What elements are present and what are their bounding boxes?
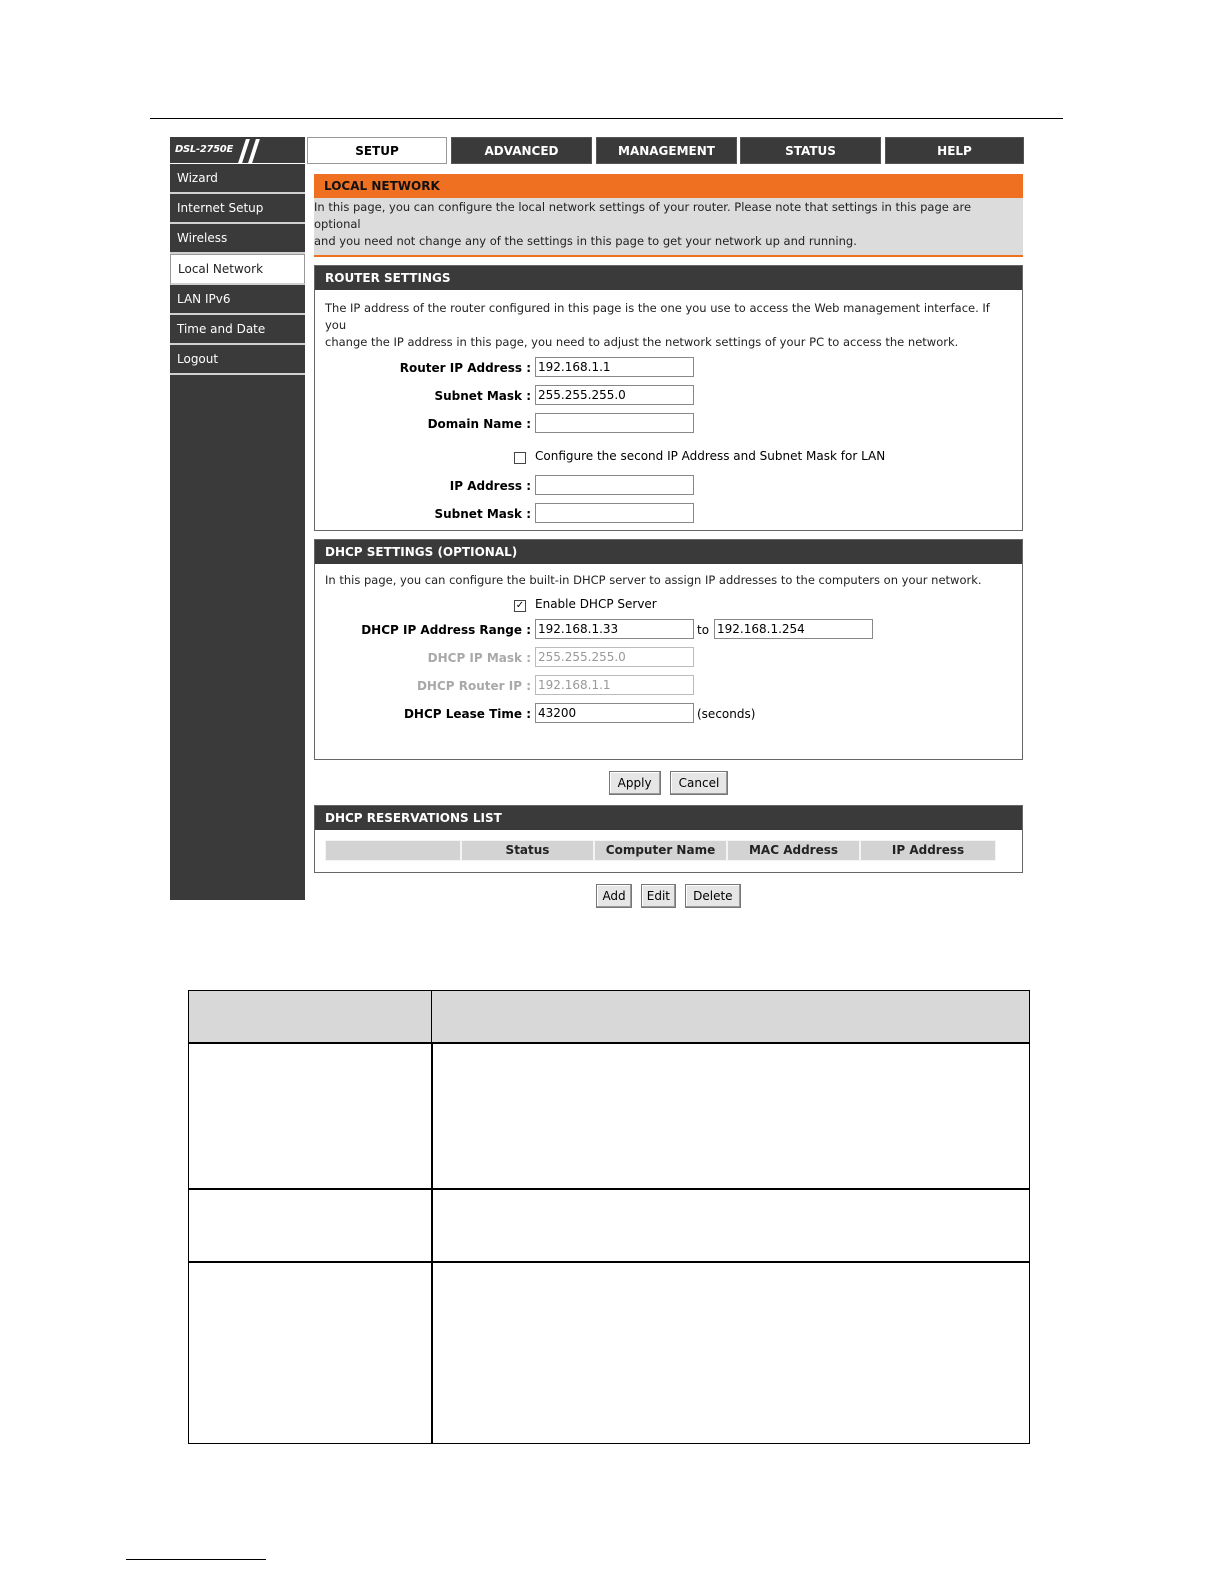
- dhcp-router-ip-label: DHCP Router IP :: [416, 679, 531, 693]
- router-ip-input[interactable]: 192.168.1.1: [535, 357, 694, 377]
- subnet-mask-label: Subnet Mask :: [434, 389, 531, 403]
- cancel-button[interactable]: Cancel: [670, 771, 729, 795]
- sidebar-item-lan-ipv6[interactable]: LAN IPv6: [170, 285, 305, 315]
- intro-line: In this page, you can configure the local network settings of your router. Please note that settings in this page are optional: [314, 200, 972, 231]
- description-line: The IP address of the router configured in this page is the one you use to access the Web management interface. If you: [325, 301, 990, 332]
- ip-address-input[interactable]: [535, 475, 694, 495]
- logo-slash-icon: [248, 139, 260, 163]
- domain-name-row: [315, 411, 1022, 439]
- table-cell: [188, 1261, 433, 1444]
- table-header-cell: [431, 990, 1030, 1044]
- column-header-computer-name: Computer Name: [594, 840, 727, 861]
- tab-status[interactable]: STATUS: [740, 137, 881, 164]
- table-header-cell: [188, 990, 433, 1044]
- dhcp-lease-label: DHCP Lease Time :: [403, 707, 531, 721]
- dhcp-lease-input[interactable]: 43200: [535, 703, 694, 723]
- column-header-ip-address: IP Address: [860, 840, 996, 861]
- subnet-mask-row: [315, 383, 1022, 411]
- dhcp-range-start-input[interactable]: 192.168.1.33: [535, 619, 694, 639]
- lease-unit-label: (seconds): [697, 707, 756, 721]
- tab-setup[interactable]: SETUP: [307, 137, 447, 164]
- table-header-blank: [325, 840, 461, 861]
- page-top-rule: [150, 118, 1063, 119]
- local-network-title: LOCAL NETWORK: [314, 174, 1023, 198]
- ip-address-label: IP Address :: [449, 479, 531, 493]
- subnet-mask2-input[interactable]: [535, 503, 694, 523]
- sidebar-item-logout[interactable]: Logout: [170, 345, 305, 375]
- dhcp-range-row: [315, 617, 1022, 645]
- domain-name-label: Domain Name :: [427, 417, 531, 431]
- sidebar-item-wireless[interactable]: Wireless: [170, 224, 305, 254]
- intro-line: and you need not change any of the settings in this page to get your network up and running.: [314, 234, 857, 248]
- dhcp-settings-title: DHCP SETTINGS (OPTIONAL): [315, 540, 1022, 564]
- local-network-intro: [314, 198, 1023, 257]
- second-ip-checkbox[interactable]: [514, 452, 526, 464]
- table-cell: [188, 1188, 433, 1263]
- delete-button[interactable]: Delete: [685, 884, 740, 908]
- add-button[interactable]: Add: [596, 884, 631, 908]
- tab-advanced[interactable]: ADVANCED: [451, 137, 592, 164]
- router-settings-section: [314, 265, 1023, 531]
- second-ip-checkbox-label: Configure the second IP Address and Subnet Mask for LAN: [535, 449, 886, 463]
- dhcp-reservations-section: [314, 805, 1023, 873]
- table-cell: [431, 1188, 1030, 1263]
- top-tabs: [307, 137, 1024, 163]
- range-to-label: to: [697, 623, 710, 637]
- sidebar-item-internet-setup[interactable]: Internet Setup: [170, 194, 305, 224]
- tab-management[interactable]: MANAGEMENT: [596, 137, 737, 164]
- second-ip-checkbox-row: [315, 445, 1022, 469]
- router-ui: [170, 137, 1024, 903]
- router-ip-row: [315, 355, 1022, 383]
- sidebar-item-local-network[interactable]: Local Network: [170, 254, 305, 285]
- dhcp-mask-row: [315, 645, 1022, 673]
- column-header-status: Status: [461, 840, 594, 861]
- sidebar: [170, 164, 305, 900]
- dhcp-settings-section: [314, 539, 1023, 760]
- table-cell: [188, 1042, 433, 1190]
- subnet-mask2-label: Subnet Mask :: [434, 507, 531, 521]
- subnet-mask-input[interactable]: 255.255.255.0: [535, 385, 694, 405]
- enable-dhcp-label: Enable DHCP Server: [535, 597, 657, 611]
- dhcp-lease-row: [315, 701, 1022, 729]
- router-ip-label: Router IP Address :: [399, 361, 531, 375]
- dhcp-mask-label: DHCP IP Mask :: [427, 651, 531, 665]
- brand-logo: [170, 137, 305, 164]
- edit-button[interactable]: Edit: [641, 884, 676, 908]
- main-content: [314, 174, 1023, 908]
- sidebar-item-time-and-date[interactable]: Time and Date: [170, 315, 305, 345]
- dhcp-reservations-title: DHCP RESERVATIONS LIST: [315, 806, 1022, 830]
- apply-button[interactable]: Apply: [609, 771, 661, 795]
- sidebar-item-wizard[interactable]: Wizard: [170, 164, 305, 194]
- table-cell: [431, 1042, 1030, 1190]
- enable-dhcp-row: [315, 593, 1022, 617]
- dhcp-range-end-input[interactable]: 192.168.1.254: [714, 619, 873, 639]
- dhcp-router-ip-row: [315, 673, 1022, 701]
- domain-name-input[interactable]: [535, 413, 694, 433]
- router-settings-title: ROUTER SETTINGS: [315, 266, 1022, 290]
- reservations-table: [315, 830, 1022, 890]
- ip-address-row: [315, 473, 1022, 501]
- form-button-bar: [314, 771, 1023, 795]
- subnet-mask2-row: [315, 501, 1022, 529]
- tab-help[interactable]: HELP: [885, 137, 1024, 164]
- model-label: DSL-2750E: [175, 144, 233, 155]
- dhcp-mask-input: 255.255.255.0: [535, 647, 694, 667]
- enable-dhcp-checkbox[interactable]: ✓: [515, 600, 525, 611]
- document-table: [188, 990, 1030, 1444]
- table-cell: [431, 1261, 1030, 1444]
- dhcp-router-ip-input: 192.168.1.1: [535, 675, 694, 695]
- column-header-mac-address: MAC Address: [727, 840, 860, 861]
- footnote-rule: [126, 1559, 266, 1560]
- description-line: change the IP address in this page, you need to adjust the network settings of your PC to access the network.: [325, 335, 959, 349]
- dhcp-range-label: DHCP IP Address Range :: [361, 623, 531, 637]
- dhcp-settings-description: In this page, you can configure the built-in DHCP server to assign IP addresses to the computers on your network.: [325, 573, 982, 587]
- router-settings-description: [315, 290, 1022, 355]
